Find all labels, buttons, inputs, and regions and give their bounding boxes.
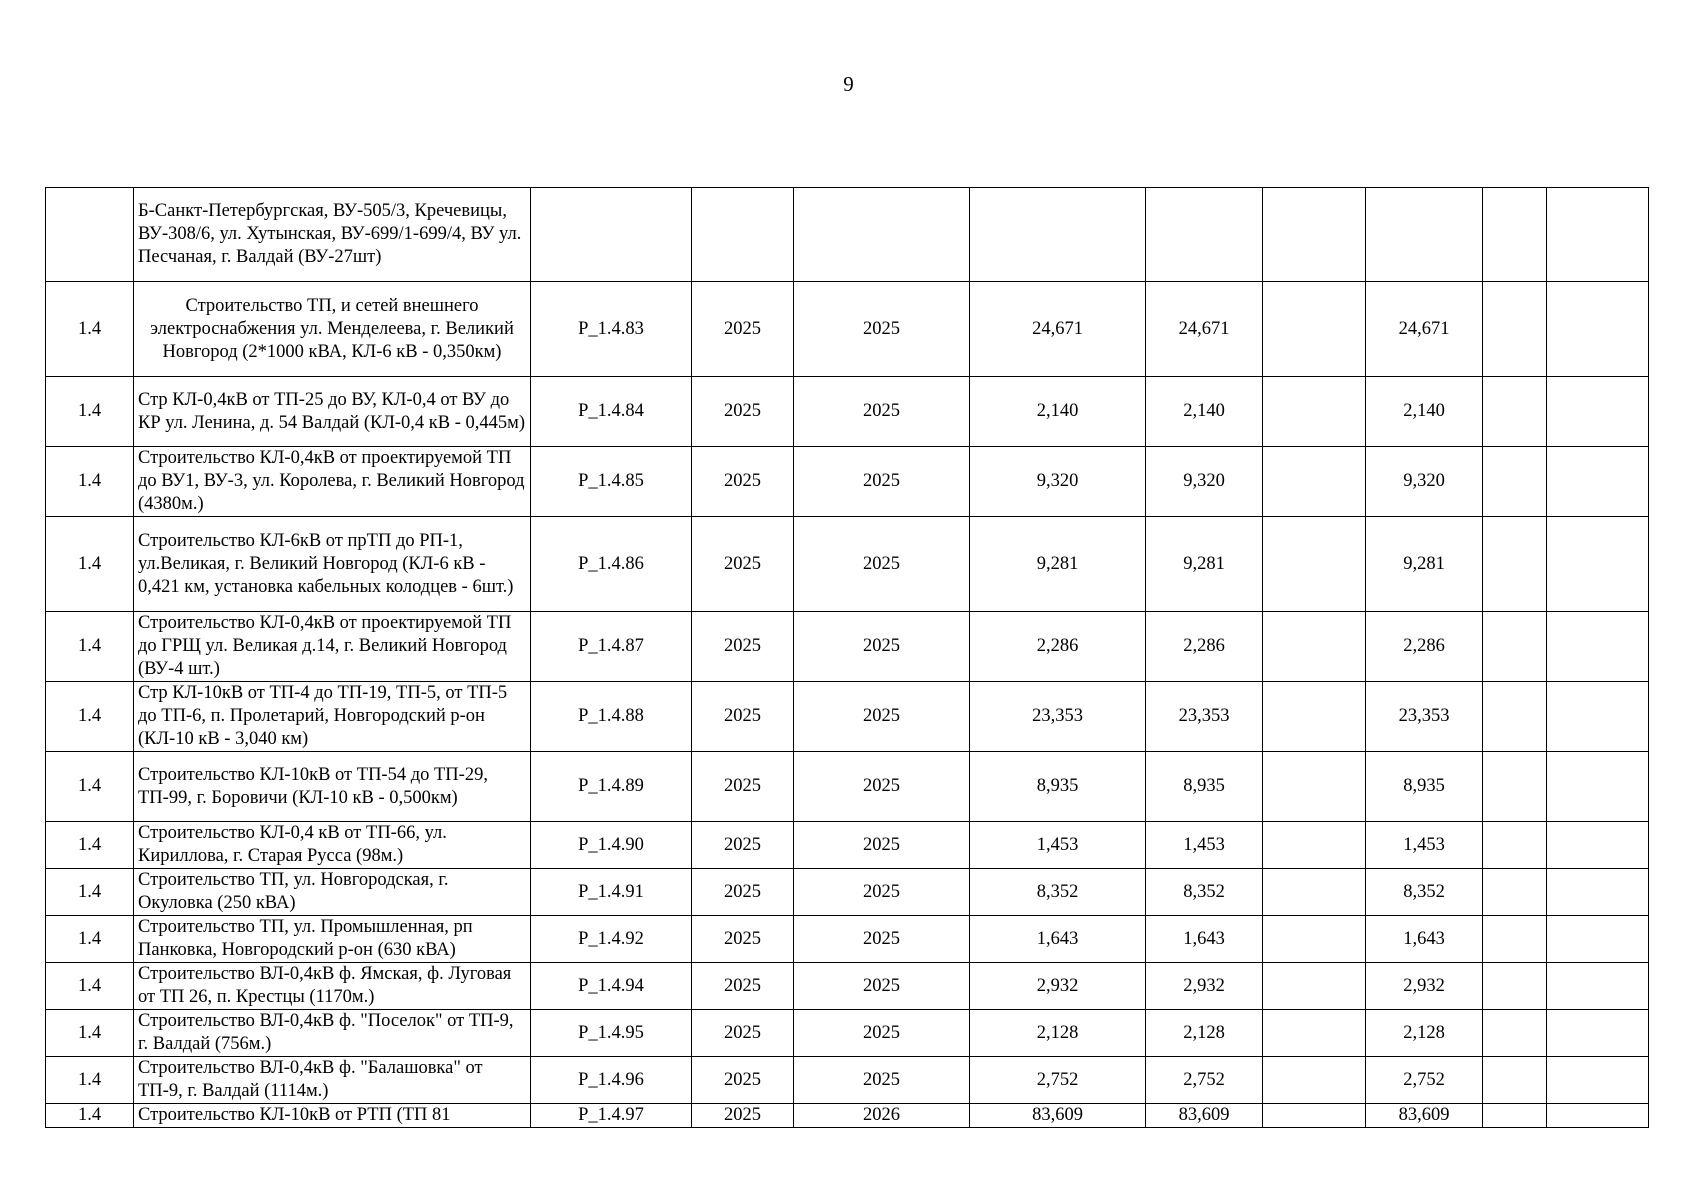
table-cell-value-1: 2,752 [970, 1057, 1146, 1104]
table-cell-value-1: 1,453 [970, 822, 1146, 869]
table-cell-value-6 [1547, 822, 1649, 869]
table-cell-year-end: 2025 [794, 916, 970, 963]
table-cell-value-5 [1483, 517, 1547, 612]
table-cell-code: P_1.4.88 [531, 682, 692, 752]
table-cell-num: 1.4 [46, 682, 134, 752]
table-cell-value-4: 1,453 [1366, 822, 1483, 869]
table-cell-value-5 [1483, 612, 1547, 682]
table-cell-value-4: 2,128 [1366, 1010, 1483, 1057]
table-cell-year-start: 2025 [692, 447, 794, 517]
table-cell-value-3 [1263, 1104, 1366, 1128]
table-cell-name: Стр КЛ-0,4кВ от ТП-25 до ВУ, КЛ-0,4 от ВУ до КР ул. Ленина, д. 54 Валдай (КЛ-0,4 кВ - 0,445м) [134, 377, 531, 447]
table-cell-value-3 [1263, 377, 1366, 447]
table-cell-code: P_1.4.86 [531, 517, 692, 612]
table-cell-name: Строительство КЛ-0,4кВ от проектируемой ТП до ГРЩ ул. Великая д.14, г. Великий Новгород (ВУ-4 шт.) [134, 612, 531, 682]
table-cell-year-end: 2025 [794, 282, 970, 377]
table-cell-name: Стр КЛ-10кВ от ТП-4 до ТП-19, ТП-5, от ТП-5 до ТП-6, п. Пролетарий, Новгородский р-он (КЛ-10 кВ - 3,040 км) [134, 682, 531, 752]
table-cell-value-3 [1263, 612, 1366, 682]
table-cell-code: P_1.4.83 [531, 282, 692, 377]
table-cell-value-1: 83,609 [970, 1104, 1146, 1128]
table-cell-num: 1.4 [46, 282, 134, 377]
table-cell-name: Строительство КЛ-0,4 кВ от ТП-66, ул. Кириллова, г. Старая Русса (98м.) [134, 822, 531, 869]
table-cell-value-4: 8,352 [1366, 869, 1483, 916]
table-cell-value-6 [1547, 282, 1649, 377]
table-cell-value-5 [1483, 869, 1547, 916]
table-cell-name: Строительство ТП, ул. Новгородская, г. Окуловка (250 кВА) [134, 869, 531, 916]
table-row [46, 447, 1649, 517]
table-cell-value-5 [1483, 963, 1547, 1010]
table-cell-year-end: 2025 [794, 869, 970, 916]
table-cell-value-3 [1263, 1057, 1366, 1104]
table-cell-name: Строительство ВЛ-0,4кВ ф. "Балашовка" от ТП-9, г. Валдай (1114м.) [134, 1057, 531, 1104]
table-cell-year-end: 2025 [794, 1057, 970, 1104]
table-cell-code: P_1.4.96 [531, 1057, 692, 1104]
table-cell-value-5 [1483, 752, 1547, 822]
table-cell-code: P_1.4.89 [531, 752, 692, 822]
table-cell-value-2: 83,609 [1146, 1104, 1263, 1128]
table-cell-value-4: 23,353 [1366, 682, 1483, 752]
table-cell-year-end: 2025 [794, 612, 970, 682]
table-row [46, 612, 1649, 682]
table-cell-value-5 [1483, 447, 1547, 517]
table-cell-value-4: 24,671 [1366, 282, 1483, 377]
table-cell-value-4: 83,609 [1366, 1104, 1483, 1128]
table-row [46, 282, 1649, 377]
table-cell-num: 1.4 [46, 1010, 134, 1057]
table-cell-num: 1.4 [46, 916, 134, 963]
table-cell-name: Строительство КЛ-10кВ от ТП-54 до ТП-29, ТП-99, г. Боровичи (КЛ-10 кВ - 0,500км) [134, 752, 531, 822]
table-cell-value-3 [1263, 447, 1366, 517]
table-cell-value-1: 1,643 [970, 916, 1146, 963]
table-cell-year-start: 2025 [692, 752, 794, 822]
table-cell-value-2: 8,935 [1146, 752, 1263, 822]
investment-table [45, 187, 1649, 1128]
table-cell-value-4: 2,286 [1366, 612, 1483, 682]
table-cell-num: 1.4 [46, 377, 134, 447]
table-cell-value-5 [1483, 1010, 1547, 1057]
table-cell-year-end: 2025 [794, 822, 970, 869]
table-cell-value-6 [1547, 1104, 1649, 1128]
table-cell-value-4: 2,140 [1366, 377, 1483, 447]
table-cell-value-5 [1483, 1104, 1547, 1128]
table-cell-value-2: 9,320 [1146, 447, 1263, 517]
table-cell-value-5 [1483, 682, 1547, 752]
table-cell-value-1: 2,286 [970, 612, 1146, 682]
table-cell-value-1: 23,353 [970, 682, 1146, 752]
table-row [46, 1010, 1649, 1057]
table-cell-value-1: 2,128 [970, 1010, 1146, 1057]
table-cell-value-1: 9,320 [970, 447, 1146, 517]
table-cell-value-2: 9,281 [1146, 517, 1263, 612]
table-row [46, 822, 1649, 869]
table-cell-value-2: 23,353 [1146, 682, 1263, 752]
table-row [46, 752, 1649, 822]
table-cell-name: Строительство ТП, и сетей внешнего электроснабжения ул. Менделеева, г. Великий Новгород (2*1000 кВА, КЛ-6 кВ - 0,350км) [134, 282, 531, 377]
table-cell-value-1: 8,935 [970, 752, 1146, 822]
table-cell-code: P_1.4.84 [531, 377, 692, 447]
table-cell-code: P_1.4.94 [531, 963, 692, 1010]
table-cell-value-3 [1263, 963, 1366, 1010]
table-cell-value-6 [1547, 963, 1649, 1010]
table-cell-num: 1.4 [46, 822, 134, 869]
table-cell-value-6 [1547, 869, 1649, 916]
table-row [46, 963, 1649, 1010]
table-cell-year-start: 2025 [692, 612, 794, 682]
table-cell-value-4: 9,320 [1366, 447, 1483, 517]
table-cell-value-5 [1483, 282, 1547, 377]
table-cell-value-6 [1547, 916, 1649, 963]
table-cell-year-start: 2025 [692, 1057, 794, 1104]
table-cell-year-start: 2025 [692, 682, 794, 752]
table-row [46, 869, 1649, 916]
table-cell-value-1: 2,140 [970, 377, 1146, 447]
table-cell-year-end: 2025 [794, 1010, 970, 1057]
table-cell-value-4: 1,643 [1366, 916, 1483, 963]
table-cell-year-end: 2026 [794, 1104, 970, 1128]
table-cell-value-4: 8,935 [1366, 752, 1483, 822]
table-cell-name: Б-Санкт-Петербургская, ВУ-505/3, Кречевицы, ВУ-308/6, ул. Хутынская, ВУ-699/1-699/4, ВУ ул. Песчаная, г. Валдай (ВУ-27шт) [134, 188, 531, 282]
page-number: 9 [843, 72, 854, 96]
table-cell-code: P_1.4.90 [531, 822, 692, 869]
table-cell-year-end: 2025 [794, 447, 970, 517]
table-cell-value-2: 2,286 [1146, 612, 1263, 682]
table-cell-num: 1.4 [46, 869, 134, 916]
table-row [46, 1104, 1649, 1128]
table-cell-value-1: 8,352 [970, 869, 1146, 916]
table-row [46, 517, 1649, 612]
table-cell-name: Строительство КЛ-10кВ от РТП (ТП 81 [134, 1104, 531, 1128]
table-cell-value-5 [1483, 377, 1547, 447]
table-cell-year-start: 2025 [692, 377, 794, 447]
table-cell-name: Строительство КЛ-0,4кВ от проектируемой ТП до ВУ1, ВУ-3, ул. Королева, г. Великий Новгород (4380м.) [134, 447, 531, 517]
table-cell-name: Строительство ВЛ-0,4кВ ф. "Поселок" от ТП-9, г. Валдай (756м.) [134, 1010, 531, 1057]
table-cell-year-start: 2025 [692, 1104, 794, 1128]
table-cell-value-6 [1547, 517, 1649, 612]
table-cell-year-end: 2025 [794, 682, 970, 752]
table-cell-value-6 [1547, 1057, 1649, 1104]
table-cell-year-end: 2025 [794, 752, 970, 822]
table-cell-num: 1.4 [46, 612, 134, 682]
table-row [46, 682, 1649, 752]
table-cell-value-2: 1,643 [1146, 916, 1263, 963]
table-cell-value-3 [1263, 1010, 1366, 1057]
table-cell-name: Строительство КЛ-6кВ от прТП до РП-1, ул.Великая, г. Великий Новгород (КЛ-6 кВ - 0,421 км, установка кабельных колодцев - 6шт.) [134, 517, 531, 612]
table-cell-value-3 [1263, 282, 1366, 377]
table-cell-value-1: 9,281 [970, 517, 1146, 612]
table-cell-value-6 [1547, 1010, 1649, 1057]
table-cell-year-start: 2025 [692, 1010, 794, 1057]
table-cell-value-3 [1263, 752, 1366, 822]
table-cell-year-start: 2025 [692, 963, 794, 1010]
table-row [46, 916, 1649, 963]
table-cell-value-3 [1263, 822, 1366, 869]
table-row [46, 377, 1649, 447]
table-cell-value-1: 2,932 [970, 963, 1146, 1010]
table-cell-value-6 [1547, 752, 1649, 822]
table-cell-value-2: 2,752 [1146, 1057, 1263, 1104]
table-cell-name: Строительство ТП, ул. Промышленная, рп Панковка, Новгородский р-он (630 кВА) [134, 916, 531, 963]
table-row-continuation [46, 188, 1649, 282]
table-cell-value-3 [1263, 517, 1366, 612]
table-cell-num: 1.4 [46, 447, 134, 517]
table-cell-value-4: 2,752 [1366, 1057, 1483, 1104]
table-cell-num: 1.4 [46, 752, 134, 822]
table-cell-code: P_1.4.97 [531, 1104, 692, 1128]
table-cell-value-5 [1483, 1057, 1547, 1104]
table-cell-value-2: 8,352 [1146, 869, 1263, 916]
table-cell-year-start: 2025 [692, 869, 794, 916]
table-cell-value-2: 2,140 [1146, 377, 1263, 447]
table-cell-value-4: 2,932 [1366, 963, 1483, 1010]
table-cell-code: P_1.4.92 [531, 916, 692, 963]
table-row [46, 1057, 1649, 1104]
table-cell-value-2: 24,671 [1146, 282, 1263, 377]
table-cell-value-3 [1263, 682, 1366, 752]
table-cell-code: P_1.4.87 [531, 612, 692, 682]
table-cell-num: 1.4 [46, 963, 134, 1010]
table-cell-value-2: 2,932 [1146, 963, 1263, 1010]
table-cell-value-4: 9,281 [1366, 517, 1483, 612]
table-cell-code: P_1.4.95 [531, 1010, 692, 1057]
table-cell-num: 1.4 [46, 1057, 134, 1104]
table-cell-value-5 [1483, 916, 1547, 963]
table-cell-year-end: 2025 [794, 517, 970, 612]
table-cell-year-start: 2025 [692, 517, 794, 612]
table-cell-value-2: 2,128 [1146, 1010, 1263, 1057]
table-cell-num: 1.4 [46, 517, 134, 612]
table-cell-code: P_1.4.91 [531, 869, 692, 916]
table-cell-value-6 [1547, 377, 1649, 447]
table-cell-code: P_1.4.85 [531, 447, 692, 517]
table-cell-value-6 [1547, 612, 1649, 682]
table-cell-num: 1.4 [46, 1104, 134, 1128]
table-cell-value-5 [1483, 822, 1547, 869]
table-cell-num [46, 188, 134, 282]
table-cell-value-6 [1547, 682, 1649, 752]
table-cell-name: Строительство ВЛ-0,4кВ ф. Ямская, ф. Луговая от ТП 26, п. Крестцы (1170м.) [134, 963, 531, 1010]
table-cell-value-3 [1263, 869, 1366, 916]
table-cell-year-start: 2025 [692, 822, 794, 869]
table-cell-year-end: 2025 [794, 377, 970, 447]
table-cell-year-end: 2025 [794, 963, 970, 1010]
table-cell-year-start: 2025 [692, 282, 794, 377]
table-cell-value-6 [1547, 447, 1649, 517]
table-cell-value-3 [1263, 916, 1366, 963]
table-cell-value-1: 24,671 [970, 282, 1146, 377]
table-cell-year-start: 2025 [692, 916, 794, 963]
table-cell-value-2: 1,453 [1146, 822, 1263, 869]
